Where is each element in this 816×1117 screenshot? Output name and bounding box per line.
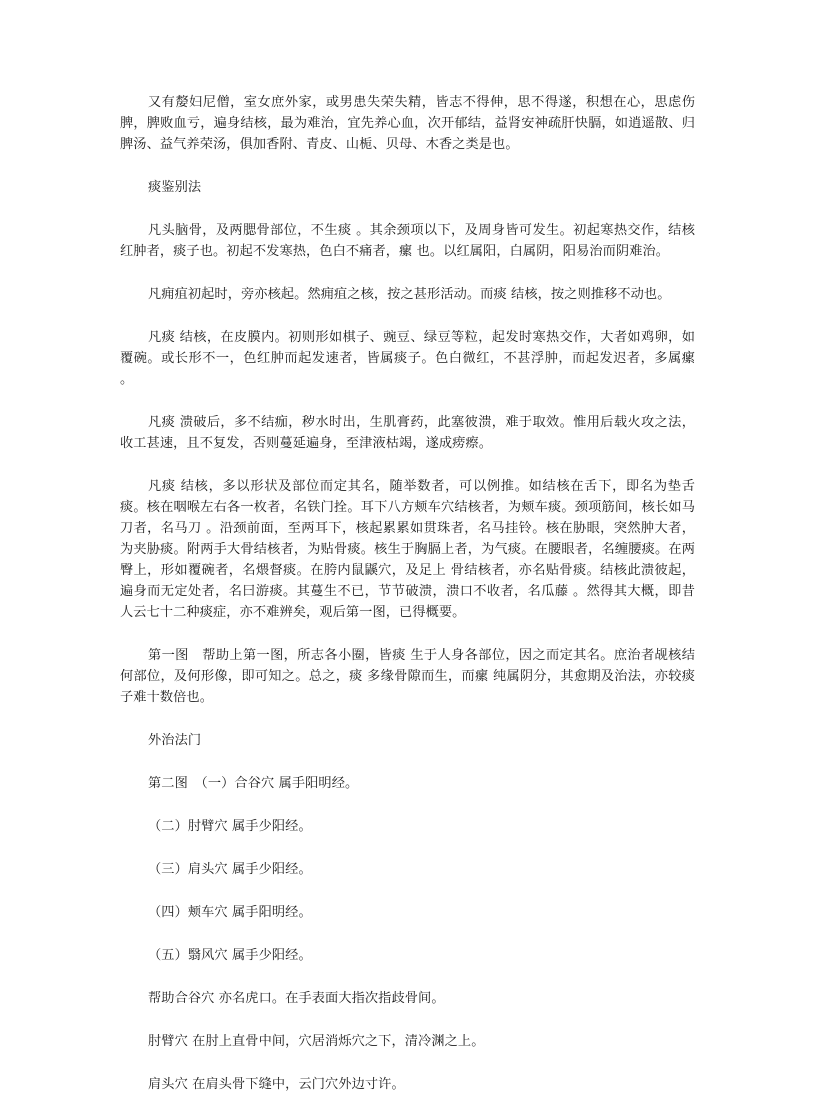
paragraph-figure-two: 第二图 （一）合谷穴 属手阳明经。 <box>148 776 359 791</box>
section-heading-diagnosis: 痰鉴别法 <box>148 180 202 195</box>
acupoint-item-2: （二）肘臂穴 属手少阳经。 <box>148 819 312 834</box>
paragraph-intro: 又有嫠妇尼僧，室女庶外家，或男患失荣失精，皆志不得伸，思不得遂，积想在心，思虑伤脾，脾败血亏，遍身结核，最为难治，宜先养心血，次开郁结，益肾安神疏肝快膈，如逍遥散、归脾汤、益气养荣汤，俱加香附、青皮、山栀、贝母、木香之类是也。 <box>120 95 695 152</box>
paragraph-figure-one: 第一图 帮助上第一图，所志各小圈，皆痰 生于人身各部位，因之而定其名。庶治者觇核结何部位，及何形像，即可知之。总之，痰 多缘骨隙而生，而瘰 纯属阴分，其愈期及治法，亦较痰子难十数倍也。 <box>120 648 695 705</box>
acupoint-description-zhoubi: 肘臂穴 在肘上直骨中间，穴居消烁穴之下，清冷渊之上。 <box>148 1034 485 1049</box>
paragraph-abscess: 凡痈疽初起时，旁亦核起。然痈疽之核，按之甚形活动。而痰 结核，按之则推移不动也。 <box>148 287 671 302</box>
acupoint-description-hegu: 帮助合谷穴 亦名虎口。在手表面大指次指歧骨间。 <box>148 991 445 1006</box>
acupoint-description-jiantou: 肩头穴 在肩头骨下缝中，云门穴外边寸许。 <box>148 1077 405 1092</box>
paragraph-ulceration: 凡痰 溃破后，多不结痂，秽水时出，生肌膏药，此塞彼溃，难于取效。惟用后载火攻之法，收工甚速，且不复发，否则蔓延遍身，至津液枯竭，遂成痨瘵。 <box>120 415 695 451</box>
paragraph-location: 凡头脑骨，及两腮骨部位，不生痰 。其余颈项以下，及周身皆可发生。初起寒热交作，结核红肿者，痰子也。初起不发寒热，色白不痛者，瘰 也。以红属阳，白属阴，阳易治而阴难治。 <box>120 223 695 259</box>
acupoint-item-3: （三）肩头穴 属手少阳经。 <box>148 862 312 877</box>
document-page <box>120 92 695 1117</box>
acupoint-item-5: （五）翳风穴 属手少阳经。 <box>148 948 312 963</box>
paragraph-naming: 凡痰 结核，多以形状及部位而定其名，随举数者，可以例推。如结核在舌下，即名为垫舌痰。核在咽喉左右各一枚者，名铁门拴。耳下八方颊车穴结核者，为颊车痰。颈项筋间，核长如马刀者，名马刀 。沿颈前面，至两耳下，核起累累如贯珠者，名马挂铃。核在胁眼，突然肿大者，为夹胁痰。附两手大骨结核者，为贴骨痰。核生于胸膈上者，为气痰。在腰眼者，名缠腰痰。在两臀上，形如覆碗者，名煨督痰。在胯内鼠鼷穴，及足上 骨结核者，亦名贴骨痰。结核此溃彼起，遍身而无定处者，名曰游痰。其蔓生不已，节节破溃，溃口不收者，名瓜藤 。然得其大概，即昔人云七十二种痰症，亦不难辨矣，观后第一图，已得概要。 <box>120 479 695 620</box>
acupoint-item-4: （四）颊车穴 属手阳明经。 <box>148 905 312 920</box>
section-heading-external-treatment: 外治法门 <box>148 733 202 748</box>
paragraph-nodule-shape: 凡痰 结核，在皮膜内。初则形如棋子、豌豆、绿豆等粒，起发时寒热交作，大者如鸡卵，如覆碗。或长形不一，色红肿而起发速者，皆属痰子。色白微红，不甚浮肿，而起发迟者，多属瘰 。 <box>120 330 695 387</box>
